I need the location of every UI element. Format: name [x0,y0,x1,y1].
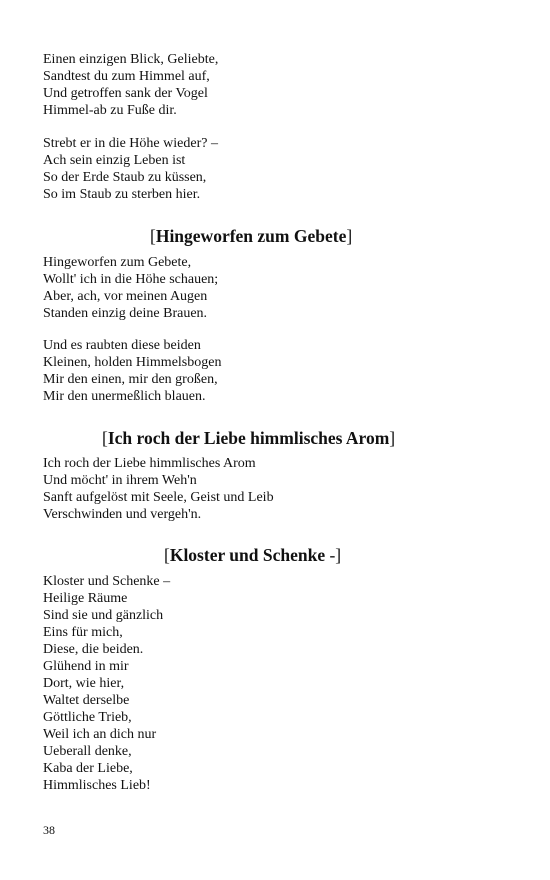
verse-line: Kloster und Schenke – [43,574,171,589]
poem2-stanza2 [43,337,513,405]
verse-line: Und getroffen sank der Vogel [43,86,208,101]
verse-line: Weil ich an dich nur [43,727,157,742]
verse-line: Waltet derselbe [43,693,130,708]
bracket-open: [ [164,545,170,565]
verse-line: Göttliche Trieb, [43,710,132,725]
verse-line: Mir den unermeßlich blauen. [43,389,206,404]
verse-line: Und es raubten diese beiden [43,338,201,353]
verse-line: Glühend in mir [43,659,129,674]
verse-line: Himmel-ab zu Fuße dir. [43,103,177,118]
verse-line: Ach sein einzig Leben ist [43,153,186,168]
verse-line: Heilige Räume [43,591,128,606]
verse-line: Himmlisches Lieb! [43,778,151,793]
poem4-stanza1 [43,573,513,794]
verse-line: Standen einzig deine Brauen. [43,306,208,321]
verse-line: Einen einzigen Blick, Geliebte, [43,52,219,67]
poem1-stanza1 [43,51,513,119]
verse-line: Ueberall denke, [43,744,132,759]
verse-line: Verschwinden und vergeh'n. [43,507,202,522]
bracket-close: ] [389,428,396,448]
poem-title-text: Kloster und Schenke [169,545,326,565]
verse-line: So der Erde Staub zu küssen, [43,170,207,185]
verse-line: Ich roch der Liebe himmlisches Arom [43,456,256,471]
verse-line: Strebt er in die Höhe wieder? – [43,136,218,151]
verse-line: Mir den einen, mir den großen, [43,372,218,387]
verse-line: Diese, die beiden. [43,642,144,657]
verse-line: Eins für mich, [43,625,123,640]
bracket-open: [ [150,226,156,246]
verse-line: Sandtest du zum Himmel auf, [43,69,210,84]
verse-line: Dort, wie hier, [43,676,125,691]
verse-line: Und möcht' in ihrem Weh'n [43,473,197,488]
verse-line: So im Staub zu sterben hier. [43,187,201,202]
poem-title-ich-roch [0,427,550,449]
verse-line: Hingeworfen zum Gebete, [43,255,192,270]
bracket-close: -] [325,545,342,565]
poem3-stanza1 [43,455,513,523]
poem-title-text: Ich roch der Liebe himmlisches Arom [107,428,390,448]
poem-title-hingeworfen [0,225,550,247]
poem-title-text: Hingeworfen zum Gebete [155,226,347,246]
bracket-close: ] [346,226,353,246]
page-number: 38 [43,823,55,837]
poem1-stanza2 [43,135,513,203]
bracket-open: [ [102,428,108,448]
verse-line: Sanft aufgelöst mit Seele, Geist und Leib [43,490,274,505]
verse-line: Kaba der Liebe, [43,761,133,776]
verse-line: Kleinen, holden Himmelsbogen [43,355,222,370]
poem2-stanza1 [43,254,513,322]
verse-line: Aber, ach, vor meinen Augen [43,289,208,304]
verse-line: Sind sie und gänzlich [43,608,164,623]
verse-line: Wollt' ich in die Höhe schauen; [43,272,219,287]
poem-title-kloster [0,544,550,566]
